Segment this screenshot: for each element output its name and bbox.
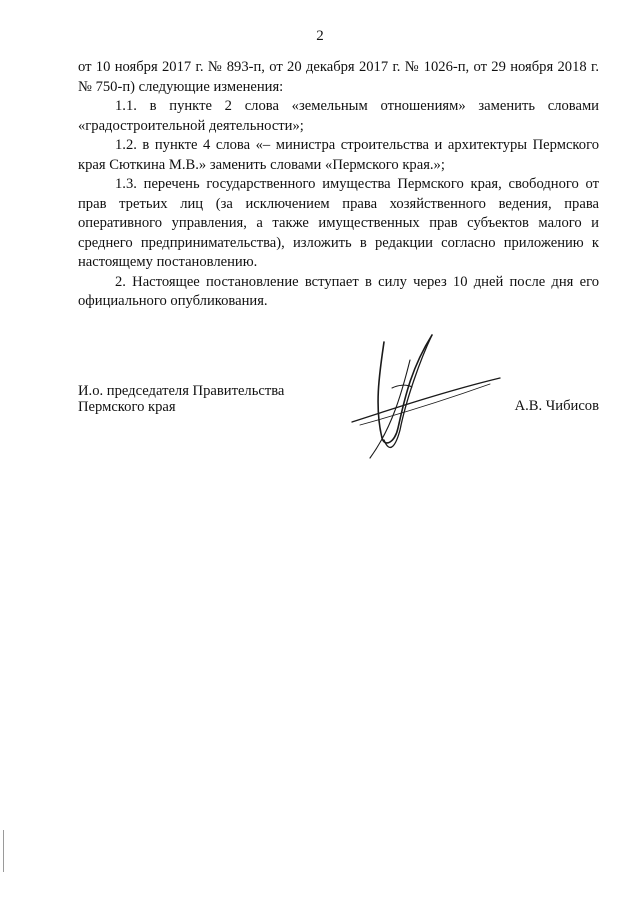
item-1-2-paragraph: 1.2. в пункте 4 слова «– министра строительства и архитектуры Пермского края Сюткина М.В.» заменить словами «Пермского края.»; bbox=[78, 137, 599, 173]
item-1-1-paragraph: 1.1. в пункте 2 слова «земельным отношениям» заменить словами «градостроительной деятельности»; bbox=[78, 98, 599, 134]
signatory-title bbox=[78, 383, 284, 415]
signatory-title-line-1: И.о. председателя Правительства bbox=[78, 383, 285, 399]
item-1-3-paragraph: 1.3. перечень государственного имущества Пермского края, свободного от прав третьих лиц (за исключением права хозяйственного ведения, права оперативного управления, а также имущественных прав субъектов малого и среднего предпринимательства), изложить в редакции согласно приложению к настоящему постановлению. bbox=[78, 176, 599, 270]
signatory-name: А.В. Чибисов bbox=[514, 398, 599, 414]
signatory-title-line-2: Пермского края bbox=[78, 399, 176, 415]
item-2-paragraph: 2. Настоящее постановление вступает в силу через 10 дней после дня его официального опубликования. bbox=[78, 273, 599, 309]
intro-paragraph: от 10 ноября 2017 г. № 893-п, от 20 декабря 2017 г. № 1026-п, от 29 ноября 2018 г. № 750-п) следующие изменения: bbox=[78, 59, 599, 95]
handwritten-signature bbox=[340, 330, 510, 465]
document-body bbox=[78, 58, 599, 312]
page-number: 2 bbox=[316, 28, 324, 44]
scan-edge-mark bbox=[3, 830, 4, 872]
